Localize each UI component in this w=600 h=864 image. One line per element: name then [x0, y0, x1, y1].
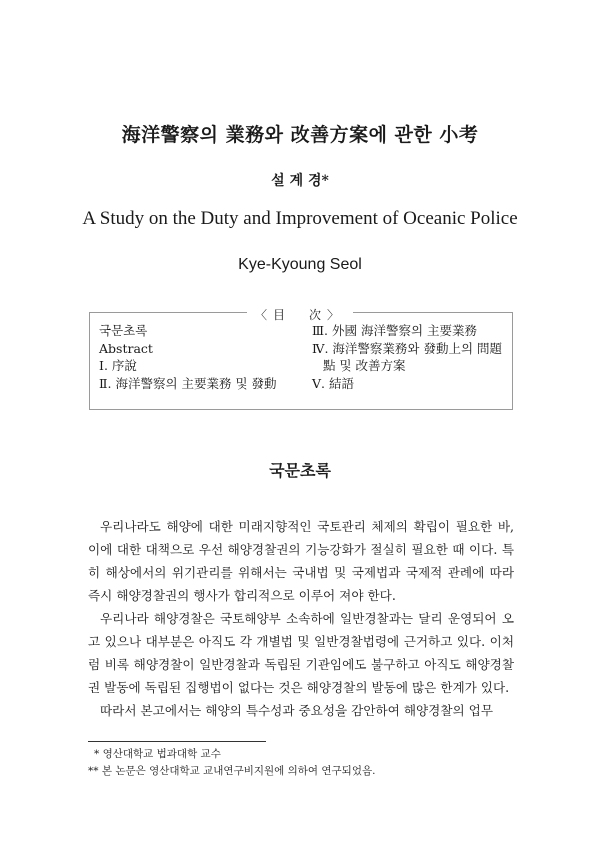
toc-item: 국문초록 — [99, 323, 148, 338]
body-paragraph: 우리나라 해양경찰은 국토해양부 소속하에 일반경찰과는 달리 운영되어 오고 있으나 대부분은 아직도 각 개별법 및 일반경찰법령에 근거하고 있다. 이처럼 비록 해양경찰이 일반경찰과 독립된 기관임에도 불구하고 아직도 해양경찰권 발동에 독립된 집행법이 없다는 것은 해양경찰의 발동에 많은 한계가 있다. — [88, 611, 514, 695]
author-name-english: Kye-Kyoung Seol — [238, 256, 362, 273]
footnote-divider — [88, 741, 266, 742]
toc-item: Ⅱ. 海洋警察의 主要業務 및 發動 — [99, 375, 277, 391]
toc-item: Abstract — [99, 340, 153, 356]
toc-item: Ⅰ. 序說 — [99, 358, 137, 373]
paper-title-english: A Study on the Duty and Improvement of Oceanic Police — [82, 208, 518, 229]
toc-item: Ⅲ. 外國 海洋警察의 主要業務 — [312, 323, 478, 338]
toc-heading — [0, 304, 600, 323]
section-heading-abstract: 국문초록 — [269, 461, 331, 480]
author-name-korean: 설 계 경* — [271, 173, 329, 189]
toc-item: Ⅴ. 結語 — [312, 375, 354, 391]
toc-item-continuation: 點 및 改善方案 — [323, 358, 406, 373]
footnote: * 영산대학교 법과대학 교수 — [94, 748, 221, 760]
paper-title-korean: 海洋警察의 業務와 改善方案에 관한 小考 — [121, 124, 479, 146]
footnote: ** 본 논문은 영산대학교 교내연구비지원에 의하여 연구되었음. — [88, 765, 376, 777]
body-paragraph: 우리나라도 해양에 대한 미래지향적인 국토관리 체제의 확립이 필요한 바, 이에 대한 대책으로 우선 해양경찰권의 기능강화가 절실히 필요한 때 이다. 특히 해상에서의 위기관리를 위해서는 국내법 및 국제법과 국제적 관례에 따라 즉시 해양경찰권의 행사가 합리적으로 이루어 져야 한다. — [88, 519, 514, 603]
body-paragraph: 따라서 본고에서는 해양의 특수성과 중요성을 감안하여 해양경찰의 업무 — [100, 703, 493, 718]
toc-right-column — [312, 322, 512, 392]
toc-left-column — [99, 322, 309, 392]
toc-item: Ⅳ. 海洋警察業務와 發動上의 問題 — [312, 340, 503, 356]
toc-heading-label: 〈目 次〉 — [247, 308, 353, 322]
footnotes — [88, 746, 518, 780]
abstract-body — [88, 515, 514, 722]
